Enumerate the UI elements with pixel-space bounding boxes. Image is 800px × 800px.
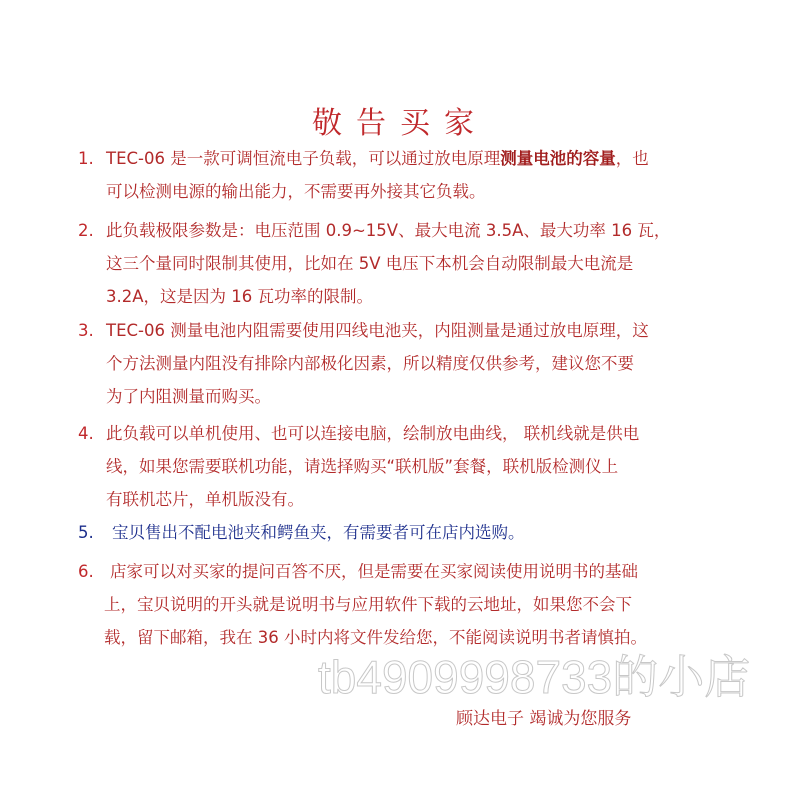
item-number: 2. xyxy=(78,221,94,240)
item-line: 这三个量同时限制其使用，比如在 5V 电压下本机会自动限制最大电流是 xyxy=(106,254,634,273)
item-line: 载，留下邮箱，我在 36 小时内将文件发给您，不能阅读说明书者请慎拍。 xyxy=(104,628,647,647)
item-line: 可以检测电源的输出能力，不需要再外接其它负载。 xyxy=(106,182,486,201)
item-line: 宝贝售出不配电池夹和鳄鱼夹，有需要者可在店内选购。 xyxy=(112,523,525,542)
item-number: 4. xyxy=(78,424,94,443)
item-number: 3. xyxy=(78,321,94,340)
highlight-text: 测量电池的容量 xyxy=(500,149,616,168)
item-line: 个方法测量内阻没有排除内部极化因素，所以精度仅供参考，建议您不要 xyxy=(106,354,634,373)
item-number: 6. xyxy=(78,562,94,581)
item-line: TEC-06 测量电池内阻需要使用四线电池夹，内阻测量是通过放电原理，这 xyxy=(106,321,649,340)
item-line: 线，如果您需要联机功能，请选择购买“联机版”套餐，联机版检测仪上 xyxy=(106,457,619,476)
item-line: 为了内阻测量而购买。 xyxy=(106,387,271,406)
item-line: 店家可以对买家的提问百答不厌，但是需要在买家阅读使用说明书的基础 xyxy=(110,562,638,581)
item-line xyxy=(106,148,649,170)
item-line: 上，宝贝说明的开头就是说明书与应用软件下载的云地址，如果您不会下 xyxy=(104,595,632,614)
shop-watermark: tb4909998733的小店 xyxy=(318,651,751,703)
item-number: 1. xyxy=(78,149,94,168)
item-number: 5. xyxy=(78,523,94,542)
page-title: 敬告买家 xyxy=(312,106,488,141)
signature: 顾达电子 竭诚为您服务 xyxy=(456,709,632,729)
item-line: 3.2A，这是因为 16 瓦功率的限制。 xyxy=(106,287,374,306)
text-segment: ，也 xyxy=(615,149,649,168)
text-segment: TEC-06 是一款可调恒流电子负载，可以通过放电原理 xyxy=(106,149,501,168)
item-line: 有联机芯片，单机版没有。 xyxy=(106,490,304,509)
item-line: 此负载极限参数是：电压范围 0.9~15V、最大电流 3.5A、最大功率 16 瓦， xyxy=(106,221,671,240)
item-line: 此负载可以单机使用、也可以连接电脑，绘制放电曲线， 联机线就是供电 xyxy=(106,424,640,443)
